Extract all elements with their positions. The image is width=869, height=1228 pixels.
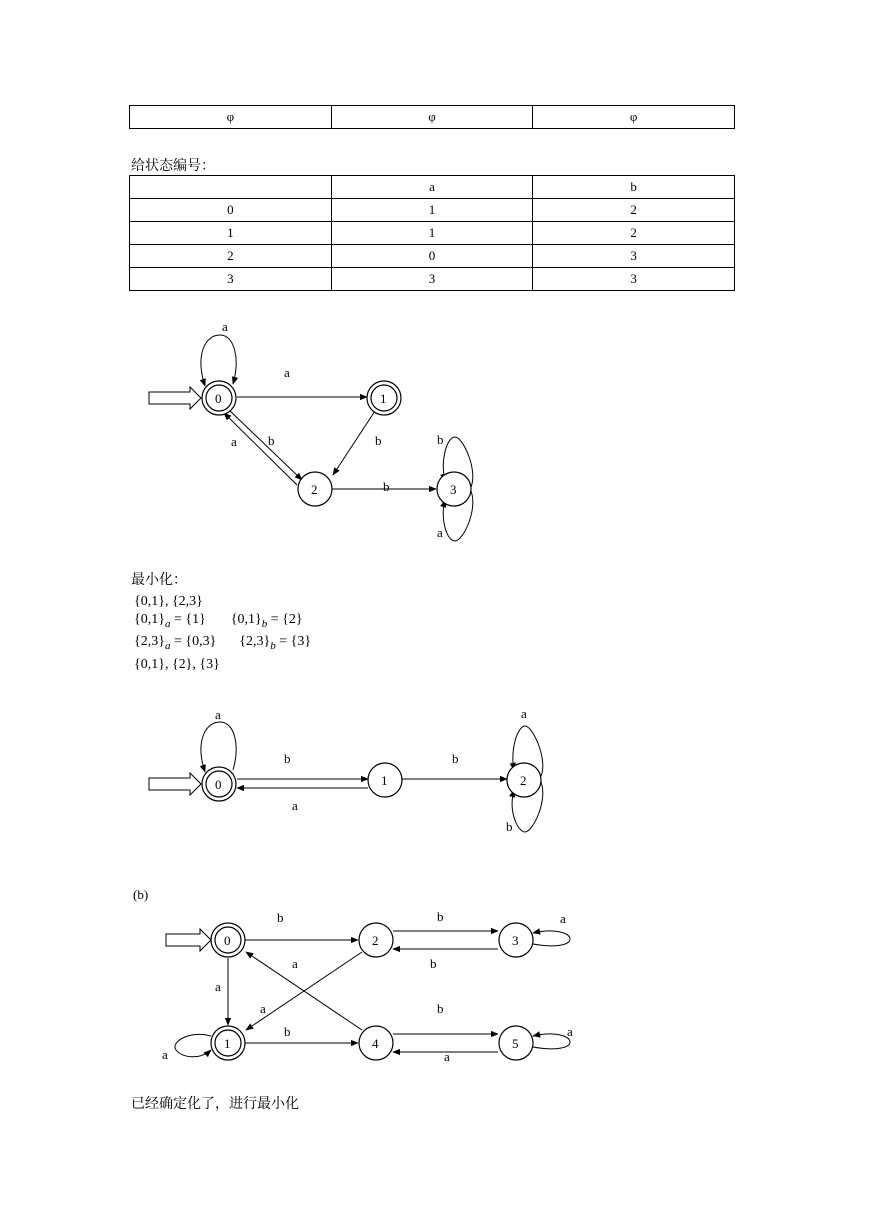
edge-label: a (521, 706, 527, 721)
table-cell: φ (533, 106, 735, 129)
state-3 (499, 923, 533, 957)
state-1 (367, 381, 401, 415)
state-label: 5 (512, 1036, 519, 1051)
table-header-row (130, 176, 735, 199)
state-label: 0 (215, 777, 222, 792)
numbering-title: 给状态编号： (131, 159, 215, 174)
dfa-diagram-3 (0, 900, 869, 1080)
state-1 (211, 1026, 245, 1060)
transition-loop-1 (175, 1034, 211, 1056)
edge-label: a (444, 1049, 450, 1064)
minimize-title: 最小化： (131, 573, 187, 588)
table-row (130, 268, 735, 291)
state-label: 4 (372, 1036, 379, 1051)
partition-line-4 (134, 656, 220, 674)
partition-line-3 (134, 633, 311, 651)
dfa-diagram-2 (0, 700, 869, 850)
partition-line-1 (134, 593, 203, 611)
state-2 (298, 472, 332, 506)
state-label: 0 (215, 391, 222, 406)
transition-1-2 (333, 411, 375, 475)
phi-table (129, 105, 735, 129)
edge-label: b (268, 433, 275, 448)
state-label: 1 (381, 773, 388, 788)
state-2 (507, 763, 541, 797)
state-3 (437, 472, 471, 506)
edge-label: b (284, 751, 291, 766)
table-cell: 3 (331, 268, 533, 291)
edge-label: a (162, 1047, 168, 1062)
edge-label: a (260, 1001, 266, 1016)
edge-label: b (383, 479, 390, 494)
input-symbol: a (164, 640, 171, 652)
edge-label: a (222, 319, 228, 334)
transition-loop-5 (533, 1034, 570, 1049)
edge-label: a (292, 798, 298, 813)
edge-label: a (215, 707, 221, 722)
state-label: 2 (372, 933, 379, 948)
set-result: = {2} (267, 612, 303, 627)
table-cell: 3 (130, 268, 332, 291)
edge-label: a (284, 365, 290, 380)
state-label: 1 (224, 1036, 231, 1051)
state-numbering-table (129, 175, 735, 291)
transition-0-2 (229, 410, 302, 480)
input-symbol: b (270, 640, 276, 652)
table-cell: 0 (331, 245, 533, 268)
edge-label: b (277, 910, 284, 925)
dfa-diagram-1 (0, 300, 869, 560)
edge-label: a (292, 956, 298, 971)
table-header-cell (130, 176, 332, 199)
state-5 (499, 1026, 533, 1060)
table-cell: 3 (533, 245, 735, 268)
start-arrow (149, 387, 201, 409)
edge-label: b (437, 1001, 444, 1016)
transition-loop-3 (533, 931, 570, 946)
table-cell: 2 (533, 199, 735, 222)
table-cell: 3 (533, 268, 735, 291)
partition-text: {0,1}, {2,3} (134, 594, 203, 609)
set-result: = {3} (275, 634, 312, 649)
table-cell: φ (130, 106, 332, 129)
state-label: 2 (311, 482, 318, 497)
closing-text: 已经确定化了，进行最小化 (131, 1097, 299, 1112)
edge-label: a (231, 434, 237, 449)
edge-label: b (375, 433, 382, 448)
input-symbol: a (164, 618, 171, 630)
state-2 (359, 923, 393, 957)
part-b-label: (b) (133, 887, 149, 902)
table-row (130, 245, 735, 268)
set-text: {0,1} (134, 612, 165, 627)
table-header-cell: a (331, 176, 533, 199)
edge-label: b (506, 819, 513, 834)
set-text: {2,3} (134, 634, 165, 649)
state-0 (211, 923, 245, 957)
state-0 (202, 381, 236, 415)
state-label: 3 (450, 482, 457, 497)
edge-label: a (437, 525, 443, 540)
table-cell: 2 (533, 222, 735, 245)
input-symbol: b (261, 618, 268, 630)
edge-label: b (437, 432, 444, 447)
partition-text: {0,1}, {2}, {3} (134, 657, 220, 672)
table-row (130, 222, 735, 245)
table-cell: 0 (130, 199, 332, 222)
table-cell: 1 (331, 199, 533, 222)
edge-label: b (284, 1024, 291, 1039)
table-cell: φ (331, 106, 533, 129)
state-label: 1 (380, 391, 387, 406)
edge-label: a (215, 979, 221, 994)
table-row (130, 106, 735, 129)
state-0 (202, 767, 236, 801)
set-result: = {0,3} (170, 634, 217, 649)
state-label: 2 (520, 773, 527, 788)
transition-loop-0 (201, 335, 236, 386)
table-cell: 1 (130, 222, 332, 245)
table-header-cell: b (533, 176, 735, 199)
set-result: = {1} (170, 612, 206, 627)
edge-label: b (430, 956, 437, 971)
edge-label: b (452, 751, 459, 766)
start-arrow (149, 773, 201, 795)
partition-line-2 (134, 611, 303, 629)
state-4 (359, 1026, 393, 1060)
state-1 (368, 763, 402, 797)
table-cell: 1 (331, 222, 533, 245)
edge-label: a (567, 1024, 573, 1039)
table-row (130, 199, 735, 222)
transition-loop-0 (201, 722, 236, 772)
edge-label: b (437, 909, 444, 924)
start-arrow (166, 929, 211, 951)
set-text: {2,3} (239, 634, 271, 649)
set-text: {0,1} (230, 612, 262, 627)
edge-label: a (560, 911, 566, 926)
transition-2-0 (224, 413, 297, 485)
state-label: 3 (512, 933, 519, 948)
state-label: 0 (224, 933, 231, 948)
table-cell: 2 (130, 245, 332, 268)
